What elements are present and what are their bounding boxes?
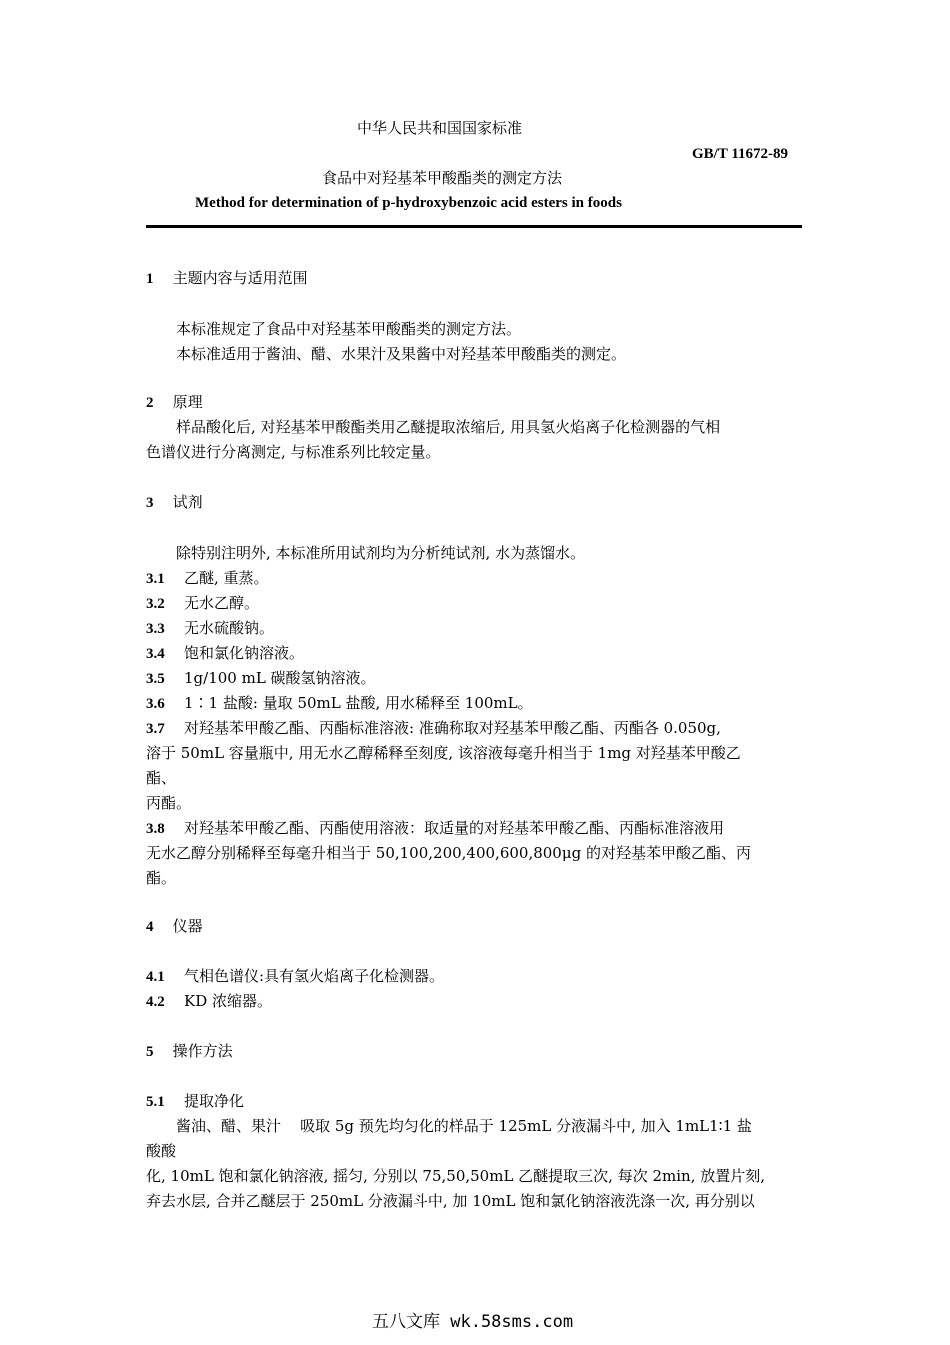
paragraph-line: 弃去水层, 合并乙醚层于 250mL 分液漏斗中, 加 10mL 饱和氯化钠溶液洗涤一次, 再分别以 (146, 1192, 755, 1210)
paragraph-line: 样品酸化后, 对羟基苯甲酸酯类用乙醚提取浓缩后, 用具氢火焰离子化检测器的气相 (176, 418, 721, 436)
paragraph-line: 无水乙醇分别稀释至每毫升相当于 50,100,200,400,600,800μg 的对羟基苯甲酸乙酯、丙 (146, 844, 751, 862)
reagent-item: 3.5 1g/100 mL 碳酸氢钠溶液。 (146, 669, 376, 687)
standard-number: GB/T 11672-89 (692, 146, 788, 162)
paragraph-line: 溶于 50mL 容量瓶中, 用无水乙醇稀释至刻度, 该溶液每毫升相当于 1mg 对羟基苯甲酸乙 (146, 744, 741, 762)
subsection-heading: 5.1 提取净化 (146, 1092, 245, 1110)
section-title: 仪器 (172, 917, 203, 935)
section-4-heading (146, 915, 203, 938)
section-title: 原理 (172, 393, 203, 411)
paragraph-line: 酯、 (146, 769, 177, 787)
paragraph-line: 酸酸 (146, 1142, 177, 1160)
apparatus-item: 4.2 KD 浓缩器。 (146, 992, 273, 1010)
reagent-item: 3.1 乙醚, 重蒸。 (146, 569, 269, 587)
national-standard-label: 中华人民共和国国家标准 (357, 119, 523, 137)
section-number: 4 (146, 919, 154, 935)
section-2-heading (146, 391, 203, 414)
paragraph-line: 酯。 (146, 869, 177, 887)
section-3-heading (146, 491, 203, 514)
section-title: 操作方法 (172, 1042, 233, 1060)
section-title: 试剂 (172, 493, 203, 511)
paragraph-line: 酱油、醋、果汁 吸取 5g 预先均匀化的样品于 125mL 分液漏斗中, 加入 1mL1∶1 盐 (176, 1117, 752, 1135)
section-number: 2 (146, 395, 154, 411)
title-rule (146, 225, 802, 228)
section-5-heading (146, 1040, 233, 1063)
paragraph: 本标准规定了食品中对羟基苯甲酸酯类的测定方法。 (176, 320, 522, 338)
reagent-item: 3.3 无水硫酸钠。 (146, 619, 275, 637)
document-title-cn: 食品中对羟基苯甲酸酯类的测定方法 (322, 169, 563, 187)
section-number: 5 (146, 1044, 154, 1060)
paragraph-line: 化, 10mL 饱和氯化钠溶液, 摇匀, 分别以 75,50,50mL 乙醚提取三次, 每次 2min, 放置片刻, (146, 1167, 766, 1185)
paragraph: 本标准适用于酱油、醋、水果汁及果酱中对羟基苯甲酸酯类的测定。 (176, 345, 627, 363)
section-number: 3 (146, 495, 154, 511)
section-1-heading (146, 267, 308, 290)
paragraph: 除特别注明外, 本标准所用试剂均为分析纯试剂, 水为蒸馏水。 (176, 544, 586, 562)
section-number: 1 (146, 271, 154, 287)
reagent-item: 3.4 饱和氯化钠溶液。 (146, 644, 305, 662)
paragraph-line: 丙酯。 (146, 794, 192, 812)
reagent-item: 3.7 对羟基苯甲酸乙酯、丙酯标准溶液: 准确称取对羟基苯甲酸乙酯、丙酯各 0.050g, (146, 719, 721, 737)
reagent-item: 3.8 对羟基苯甲酸乙酯、丙酯使用溶液：取适量的对羟基苯甲酸乙酯、丙酯标准溶液用 (146, 819, 725, 837)
section-title: 主题内容与适用范围 (172, 269, 308, 287)
document-title-en: Method for determination of p-hydroxybenzoic acid esters in foods (195, 195, 622, 211)
reagent-item: 3.2 无水乙醇。 (146, 594, 260, 612)
apparatus-item: 4.1 气相色谱仪:具有氢火焰离子化检测器。 (146, 967, 445, 985)
footer-watermark: 五八文库 wk.58sms.com (372, 1312, 574, 1332)
paragraph-line: 色谱仪进行分离测定, 与标准系列比较定量。 (146, 443, 441, 461)
reagent-item: 3.6 1∶1 盐酸: 量取 50mL 盐酸, 用水稀释至 100mL。 (146, 694, 533, 712)
